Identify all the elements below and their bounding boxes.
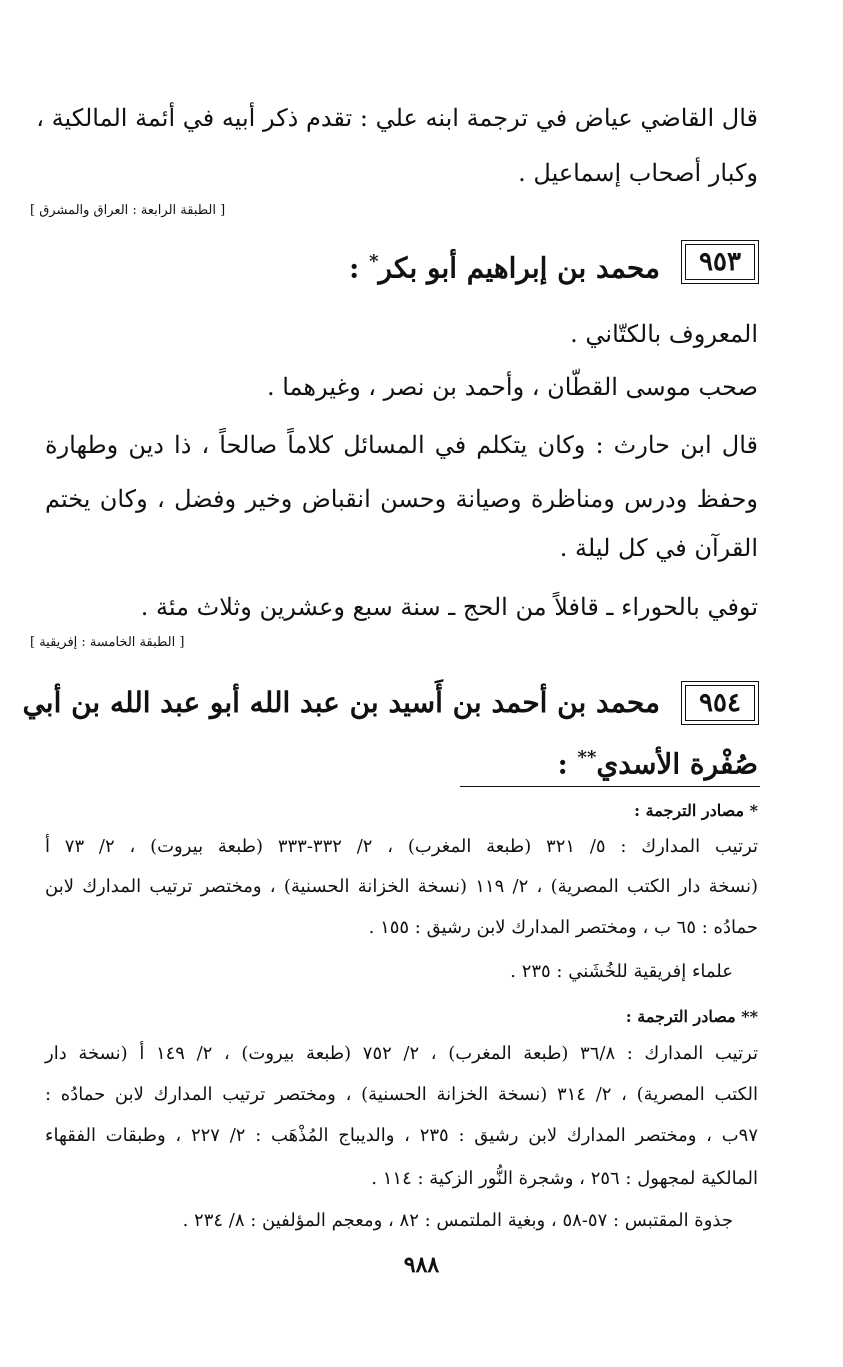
body-text-line: القرآن في كل ليلة . (559, 534, 758, 562)
body-text-line: توفي بالحوراء ـ قافلاً من الحج ـ سنة سبع وعشرين وثلاث مئة . (140, 593, 758, 621)
tabaqa-tag: [ الطبقة الرابعة : العراق والمشرق ] (30, 203, 226, 218)
entry-title: محمد بن إبراهيم أبو بكر (378, 251, 660, 285)
footnote-line: ترتيب المدارك : ٣٦/٨ (طبعة المغرب) ، ٢/ ٧٥٢ (طبعة بيروت) ، ٢/ ١٤٩ أ (نسخة دار (45, 1043, 758, 1064)
body-text-line: المعروف بالكتّاني . (570, 320, 758, 348)
heading-colon: : (557, 747, 568, 781)
footnote-heading: * مصادر الترجمة : (634, 801, 758, 820)
footnote-marker: * (369, 251, 379, 272)
entry-heading-line2 (557, 736, 758, 786)
footnote-marker: ** (577, 747, 597, 768)
entry-title: محمد بن أحمد بن أَسيد بن عبد الله أبو عبد الله بن أبي (22, 686, 660, 719)
footnote-line: المالكية لمجهول : ٢٥٦ ، وشجرة النُّور الزكية : ١١٤ . (371, 1168, 758, 1189)
body-text-line: قال ابن حارث : وكان يتكلم في المسائل كلاماً صالحاً ، ذا دين وطهارة (45, 431, 758, 459)
footnote-line: حمادُه : ٦٥ ب ، ومختصر المدارك لابن رشيق : ١٥٥ . (368, 917, 758, 938)
footnote-line: جذوة المقتبس : ٥٧-٥٨ ، وبغية الملتمس : ٨٢ ، ومعجم المؤلفين : ٨/ ٢٣٤ . (182, 1210, 733, 1231)
footnote-heading: ** مصادر الترجمة : (625, 1007, 758, 1026)
body-text-line: وحفظ ودرس ومناظرة وصيانة وحسن انقباض وخير وفضل ، وكان يختم (45, 485, 759, 513)
body-text-line: صحب موسى القطّان ، وأحمد بن نصر ، وغيرهما . (266, 373, 758, 401)
body-text-line: وكبار أصحاب إسماعيل . (518, 159, 758, 187)
entry-title-continued: صُفْرة الأسدي (596, 747, 758, 781)
footnote-separator (460, 786, 760, 787)
footnote-line: (نسخة دار الكتب المصرية) ، ٢/ ١١٩ (نسخة الخزانة الحسنية) ، ومختصر ترتيب المدارك لابن (45, 876, 759, 897)
heading-colon: : (349, 251, 360, 285)
entry-number-box: ٩٥٣ (685, 244, 755, 280)
footnote-line: ترتيب المدارك : ٥/ ٣٢١ (طبعة المغرب) ، ٢/ ٣٣٢-٣٣٣ (طبعة بيروت) ، ٢/ ٧٣ أ (45, 836, 758, 857)
page-number: ٩٨٨ (403, 1252, 440, 1278)
tabaqa-tag: [ الطبقة الخامسة : إفريقية ] (30, 635, 185, 650)
footnote-line: علماء إفريقية للخُشَني : ٢٣٥ . (510, 961, 733, 982)
entry-number-box: ٩٥٤ (685, 685, 755, 721)
body-text-line: قال القاضي عياض في ترجمة ابنه علي : تقدم ذكر أبيه في أئمة المالكية ، (36, 104, 758, 132)
entry-heading (349, 240, 660, 290)
footnote-line: ٩٧ب ، ومختصر المدارك لابن رشيق : ٢٣٥ ، والديباج المُذْهَب : ٢/ ٢٢٧ ، وطبقات الفقهاء (45, 1125, 758, 1146)
footnote-line: الكتب المصرية) ، ٢/ ٣١٤ (نسخة الخزانة الحسنية) ، ومختصر ترتيب المدارك لابن حمادُه : (45, 1084, 759, 1105)
